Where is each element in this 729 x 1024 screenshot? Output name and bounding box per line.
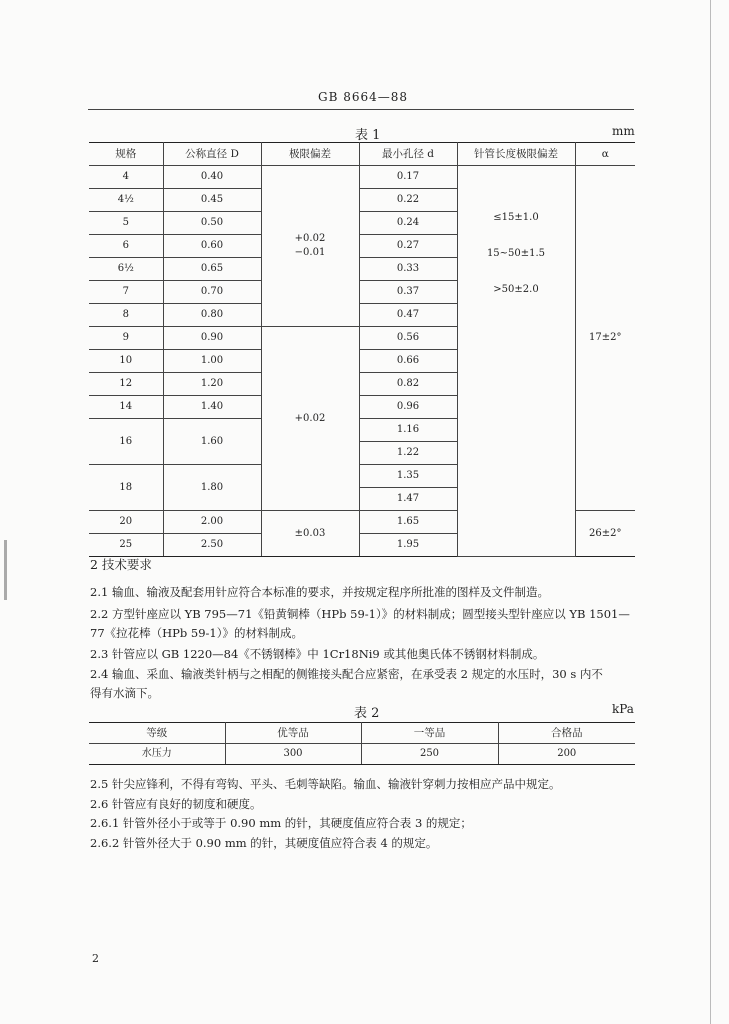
t1-header-angle: α — [575, 143, 635, 166]
para-2-6: 2.6 针管应有良好的韧度和硬度。 — [90, 797, 262, 811]
t2-value: 200 — [498, 744, 635, 765]
t1-spec: 6 — [89, 235, 163, 258]
t2-header-grade: 等级 — [89, 723, 225, 744]
t2-value: 250 — [361, 744, 498, 765]
t1-hole: 0.17 — [359, 166, 457, 189]
scan-edge-line — [710, 0, 711, 1024]
para-2-6-2: 2.6.2 针管外径大于 0.90 mm 的针，其硬度值应符合表 4 的规定。 — [90, 836, 438, 850]
t1-dia: 0.65 — [163, 258, 261, 281]
t1-hole: 0.24 — [359, 212, 457, 235]
t1-angle-1: 17±2° — [575, 166, 635, 511]
t1-spec: 16 — [89, 419, 163, 465]
t1-dia: 1.60 — [163, 419, 261, 465]
para-2-2a: 2.2 方型针座应以 YB 795—71《铅黄铜棒（HPb 59-1）》的材料制成；圆型接头型针座应以 YB 1501— — [90, 607, 630, 621]
section-2-title: 2 技术要求 — [90, 557, 152, 572]
t1-tol-group3: ±0.03 — [261, 511, 359, 557]
t1-dia: 0.70 — [163, 281, 261, 304]
t1-header-dia: 公称直径 D — [163, 143, 261, 166]
t1-tol-group2: +0.02 — [261, 327, 359, 511]
t1-length-cell — [457, 166, 575, 557]
t1-spec: 8 — [89, 304, 163, 327]
t1-hole: 1.95 — [359, 534, 457, 557]
t1-spec: 18 — [89, 465, 163, 511]
t1-length-2: 15~50±1.5 — [486, 248, 546, 259]
t1-hole: 1.16 — [359, 419, 457, 442]
t1-spec: 5 — [89, 212, 163, 235]
para-2-1: 2.1 输血、输液及配套用针应符合本标准的要求，并按规定程序所批准的图样及文件制造。 — [90, 585, 549, 599]
t1-tol-group1 — [261, 166, 359, 327]
t1-hole: 1.22 — [359, 442, 457, 465]
para-2-3: 2.3 针管应以 GB 1220—84《不锈钢棒》中 1Cr18Ni9 或其他奥氏体不锈钢材料制成。 — [90, 647, 545, 661]
t1-spec: 6½ — [89, 258, 163, 281]
standard-number: GB 8664—88 — [318, 90, 409, 104]
t1-dia: 1.80 — [163, 465, 261, 511]
t1-spec: 9 — [89, 327, 163, 350]
t1-tol-upper: +0.02 — [294, 233, 326, 244]
t1-hole: 0.96 — [359, 396, 457, 419]
para-2-2b: 77《拉花棒（HPb 59-1）》的材料制成。 — [90, 626, 304, 640]
t1-hole: 1.35 — [359, 465, 457, 488]
table2-unit: kPa — [612, 702, 634, 716]
page-number: 2 — [92, 952, 99, 965]
table2 — [89, 722, 635, 765]
scan-edge-mark — [4, 540, 7, 600]
t1-spec: 4 — [89, 166, 163, 189]
t1-dia: 1.20 — [163, 373, 261, 396]
t1-hole: 0.66 — [359, 350, 457, 373]
para-2-5: 2.5 针尖应锋利，不得有弯钩、平头、毛刺等缺陷。输血、输液针穿刺力按相应产品中规定。 — [90, 777, 561, 791]
t1-spec: 20 — [89, 511, 163, 534]
t1-header-hole: 最小孔径 d — [359, 143, 457, 166]
t1-header-spec: 规格 — [89, 143, 163, 166]
t1-spec: 14 — [89, 396, 163, 419]
t1-dia: 0.80 — [163, 304, 261, 327]
header-rule — [88, 109, 634, 110]
t1-hole: 0.47 — [359, 304, 457, 327]
t1-hole: 0.82 — [359, 373, 457, 396]
t1-angle-2: 26±2° — [575, 511, 635, 557]
t1-dia: 0.45 — [163, 189, 261, 212]
t1-spec: 4½ — [89, 189, 163, 212]
t1-hole: 0.27 — [359, 235, 457, 258]
table2-caption: 表 2 — [354, 706, 380, 721]
t1-spec: 10 — [89, 350, 163, 373]
t1-dia: 1.40 — [163, 396, 261, 419]
t1-dia: 2.50 — [163, 534, 261, 557]
t1-dia: 0.50 — [163, 212, 261, 235]
t2-value: 300 — [225, 744, 361, 765]
t1-hole: 0.56 — [359, 327, 457, 350]
t2-header-qualified: 合格品 — [498, 723, 635, 744]
t1-spec: 7 — [89, 281, 163, 304]
t2-row-label: 水压力 — [89, 744, 225, 765]
t1-header-length: 针管长度极限偏差 — [457, 143, 575, 166]
t2-header-first: 一等品 — [361, 723, 498, 744]
table1-caption: 表 1 — [355, 128, 381, 143]
t1-dia: 2.00 — [163, 511, 261, 534]
table1 — [89, 142, 635, 557]
t1-length-3: >50±2.0 — [493, 284, 539, 295]
t1-spec: 25 — [89, 534, 163, 557]
t2-header-premium: 优等品 — [225, 723, 361, 744]
t1-hole: 0.33 — [359, 258, 457, 281]
t1-header-tol: 极限偏差 — [261, 143, 359, 166]
table1-unit: mm — [612, 124, 635, 138]
para-2-4a: 2.4 输血、采血、输液类针柄与之相配的侧锥接头配合应紧密，在承受表 2 规定的水压时，30 s 内不 — [90, 667, 603, 681]
t1-dia: 1.00 — [163, 350, 261, 373]
t1-dia: 0.90 — [163, 327, 261, 350]
para-2-4b: 得有水滴下。 — [90, 686, 159, 700]
t1-spec: 12 — [89, 373, 163, 396]
t1-hole: 1.47 — [359, 488, 457, 511]
t1-length-1: ≤15±1.0 — [493, 212, 539, 223]
t1-hole: 1.65 — [359, 511, 457, 534]
t1-tol-lower: −0.01 — [294, 247, 326, 258]
t1-hole: 0.37 — [359, 281, 457, 304]
t1-dia: 0.40 — [163, 166, 261, 189]
t1-dia: 0.60 — [163, 235, 261, 258]
para-2-6-1: 2.6.1 针管外径小于或等于 0.90 mm 的针，其硬度值应符合表 3 的规定； — [90, 816, 472, 830]
t1-hole: 0.22 — [359, 189, 457, 212]
